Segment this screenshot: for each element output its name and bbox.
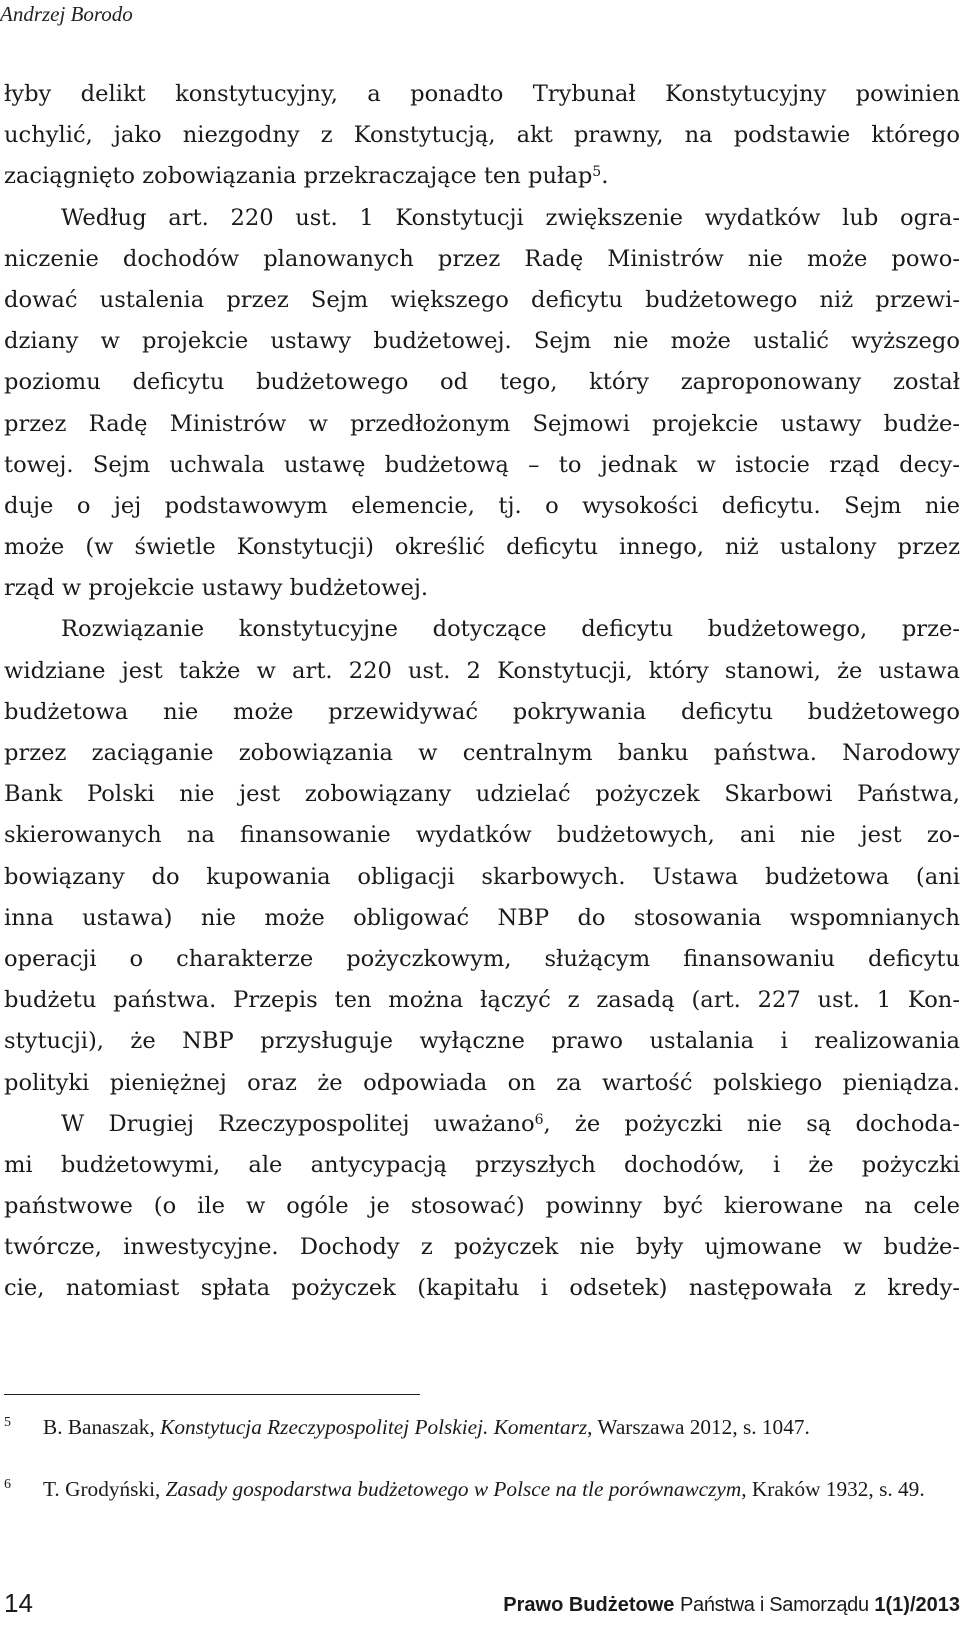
line-text: przez zaciąganie zobowiązania w centralnym banku państwa. Narodowy — [4, 740, 960, 766]
line-text: skierowanych na finansowanie wydatków budżetowych, ani nie jest zo- — [4, 822, 960, 849]
text-line — [4, 939, 960, 980]
text-line — [4, 857, 960, 898]
text-line — [4, 527, 960, 568]
line-text: dować ustalenia przez Sejm większego deficytu budżetowego niż przewi- — [4, 286, 960, 313]
text-line — [4, 1186, 960, 1227]
footnote-title: Zasady gospodarstwa budżetowego w Polsce na tle porównawczym — [165, 1477, 742, 1501]
footnote-author: T. Grodyński, — [43, 1477, 166, 1501]
text-line — [4, 1021, 960, 1062]
line-text: dziany w projekcie ustawy budżetowej. Sejm nie może ustalić wyższego — [4, 328, 960, 355]
line-text: uchylić, jako niezgodny z Konstytucją, akt prawny, na podstawie którego — [4, 122, 960, 149]
text-line — [4, 362, 960, 403]
footnote-author: B. Banaszak, — [43, 1415, 161, 1439]
line-text: może (w świetle Konstytucji) określić deficytu innego, niż ustalony przez — [4, 534, 960, 561]
journal-title — [503, 1594, 960, 1617]
line-text: bowiązany do kupowania obligacji skarbowych. Ustawa budżetowa (ani — [4, 863, 960, 890]
line-text: towej. Sejm uchwala ustawę budżetową – to jednak w istocie rząd decy- — [4, 451, 960, 478]
line-text-continued: . — [601, 163, 609, 190]
text-line — [4, 445, 960, 486]
line-text: Według art. 220 ust. 1 Konstytucji zwiększenie wydatków lub ogra- — [61, 204, 960, 231]
text-line — [4, 898, 960, 939]
page-number: 14 — [4, 1588, 33, 1618]
footnote-publication: , Kraków 1932, s. 49. — [741, 1477, 925, 1501]
line-text: rząd w projekcie ustawy budżetowej. — [4, 575, 429, 602]
line-text: operacji o charakterze pożyczkowym, służącym finansowaniu deficytu — [4, 945, 960, 972]
line-text-continued: , że pożyczki nie są dochoda- — [543, 1110, 960, 1137]
text-line — [4, 1145, 960, 1186]
text-line — [4, 733, 960, 774]
text-line — [4, 115, 960, 156]
running-header-author: Andrzej Borodo — [0, 2, 133, 26]
line-text: budżetu państwa. Przepis ten można łączyć z zasadą (art. 227 ust. 1 Kon- — [4, 987, 960, 1014]
line-text: W Drugiej Rzeczypospolitej uważano — [61, 1110, 535, 1137]
journal-name: Prawo Budżetowe — [503, 1594, 675, 1616]
text-line — [4, 692, 960, 733]
footnote-6 — [4, 1474, 960, 1504]
text-line — [4, 1268, 960, 1309]
line-text: mi budżetowymi, ale antycypacją przyszłych dochodów, i że pożyczki — [4, 1151, 960, 1178]
line-text: budżetowa nie może przewidywać pokrywania deficytu budżetowego — [4, 698, 960, 725]
text-line — [4, 980, 960, 1021]
text-line — [4, 609, 960, 650]
text-line — [4, 404, 960, 445]
line-text: duje o jej podstawowym elemencie, tj. o wysokości deficytu. Sejm nie — [4, 492, 960, 519]
footnote-reference: 6 — [534, 1111, 544, 1128]
text-line — [4, 774, 960, 815]
text-line — [4, 1104, 960, 1145]
line-text: łyby delikt konstytucyjny, a ponadto Trybunał Konstytucyjny powinien — [4, 81, 960, 107]
text-line — [4, 239, 960, 280]
line-text: polityki pieniężnej oraz że odpowiada on za wartość polskiego pieniądza. — [4, 1069, 960, 1096]
text-line — [4, 486, 960, 527]
line-text: Bank Polski nie jest zobowiązany udzielać pożyczek Skarbowi Państwa, — [4, 781, 960, 808]
line-text: państwowe (o ile w ogóle je stosować) powinny być kierowane na cele — [4, 1193, 960, 1220]
line-text: twórcze, inwestycyjne. Dochody z pożyczek nie były ujmowane w budże- — [4, 1234, 960, 1261]
line-text: widziane jest także w art. 220 ust. 2 Konstytucji, który stanowi, że ustawa — [4, 657, 960, 684]
footnote-5 — [4, 1412, 960, 1442]
line-text: przez Radę Ministrów w przedłożonym Sejmowi projekcie ustawy budże- — [4, 410, 960, 437]
line-text: stytucji), że NBP przysługuje wyłączne prawo ustalania i realizowania — [4, 1028, 960, 1055]
footnote-separator — [4, 1394, 420, 1395]
page-footer — [0, 1588, 960, 1628]
text-line — [4, 280, 960, 321]
text-line — [4, 1063, 960, 1104]
footnote-number: 5 — [4, 1415, 11, 1430]
journal-issue: 1(1)/2013 — [874, 1594, 960, 1616]
footnote-title: Konstytucja Rzeczypospolitej Polskiej. Komentarz — [160, 1415, 588, 1439]
text-line — [4, 1227, 960, 1268]
line-text: zaciągnięto zobowiązania przekraczające ten pułap — [4, 163, 593, 190]
text-line — [4, 156, 960, 197]
footnote-publication: , Warszawa 2012, s. 1047. — [587, 1415, 810, 1439]
line-text: Rozwiązanie konstytucyjne dotyczące deficytu budżetowego, prze- — [61, 616, 960, 643]
body-text — [4, 74, 960, 1310]
text-line — [4, 74, 960, 115]
text-line — [4, 321, 960, 362]
text-line — [4, 815, 960, 856]
line-text: poziomu deficytu budżetowego od tego, który zaproponowany został — [4, 369, 960, 396]
line-text: cie, natomiast spłata pożyczek (kapitału i odsetek) następowała z kredy- — [4, 1275, 960, 1302]
line-text: inna ustawa) nie może obligować NBP do stosowania wspomnianych — [4, 904, 960, 931]
line-text: niczenie dochodów planowanych przez Radę Ministrów nie może powo- — [4, 245, 960, 272]
footnote-reference: 5 — [592, 164, 602, 181]
journal-subtitle: Państwa i Samorządu — [679, 1594, 869, 1616]
text-line — [4, 651, 960, 692]
footnote-number: 6 — [4, 1477, 11, 1492]
text-line — [4, 568, 960, 609]
text-line — [4, 198, 960, 239]
